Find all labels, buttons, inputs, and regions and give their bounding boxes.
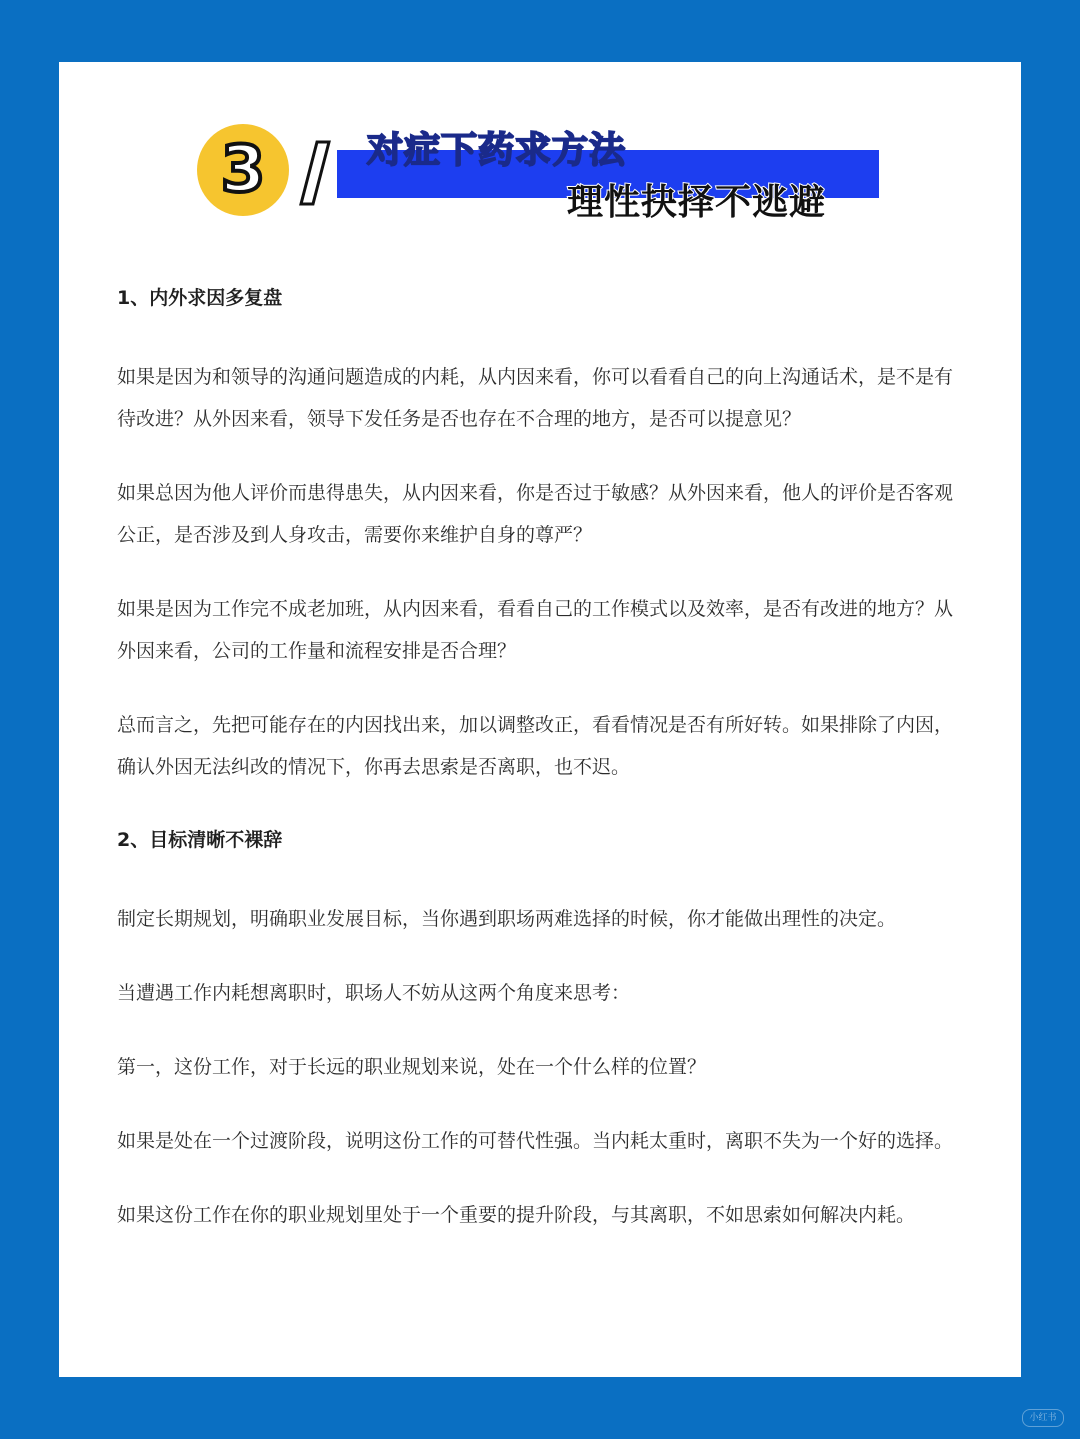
watermark-logo: 小红书: [1022, 1409, 1064, 1427]
paragraph: 如果总因为他人评价而患得患失，从内因来看，你是否过于敏感？从外因来看，他人的评价是否客观公正，是否涉及到人身攻击，需要你来维护自身的尊严？: [117, 482, 954, 546]
title-line-1: 对症下药求方法: [367, 130, 627, 171]
section-heading-1: 1、内外求因多复盘: [117, 287, 283, 309]
title-line-2: 理性抉择不逃避: [567, 182, 827, 223]
number-badge: [197, 124, 289, 216]
paragraph: 当遭遇工作内耗想离职时，职场人不妨从这两个角度来思考：: [117, 982, 631, 1004]
paragraph: 第一，这份工作，对于长远的职业规划来说，处在一个什么样的位置？: [117, 1056, 707, 1078]
paragraph: 如果这份工作在你的职业规划里处于一个重要的提升阶段，与其离职，不如思索如何解决内耗。: [117, 1204, 916, 1226]
paragraph: 总而言之，先把可能存在的内因找出来，加以调整改正，看看情况是否有所好转。如果排除了内因，确认外因无法纠改的情况下，你再去思索是否离职，也不迟。: [117, 714, 954, 778]
paragraph: 如果是因为和领导的沟通问题造成的内耗，从内因来看，你可以看看自己的向上沟通话术，是不是有待改进？从外因来看，领导下发任务是否也存在不合理的地方，是否可以提意见？: [117, 366, 954, 430]
badge-number: 3: [220, 133, 266, 207]
paragraph: 如果是处在一个过渡阶段，说明这份工作的可替代性强。当内耗太重时，离职不失为一个好的选择。: [117, 1130, 954, 1152]
paragraph: 制定长期规划，明确职业发展目标，当你遇到职场两难选择的时候，你才能做出理性的决定。: [117, 908, 897, 930]
paragraph: 如果是因为工作完不成老加班，从内因来看，看看自己的工作模式以及效率，是否有改进的地方？从外因来看，公司的工作量和流程安排是否合理？: [117, 598, 954, 662]
section-heading-2: 2、目标清晰不裸辞: [117, 829, 283, 851]
article-body: [117, 278, 969, 1268]
slash-icon: [299, 140, 331, 206]
content-card: [59, 62, 1021, 1377]
